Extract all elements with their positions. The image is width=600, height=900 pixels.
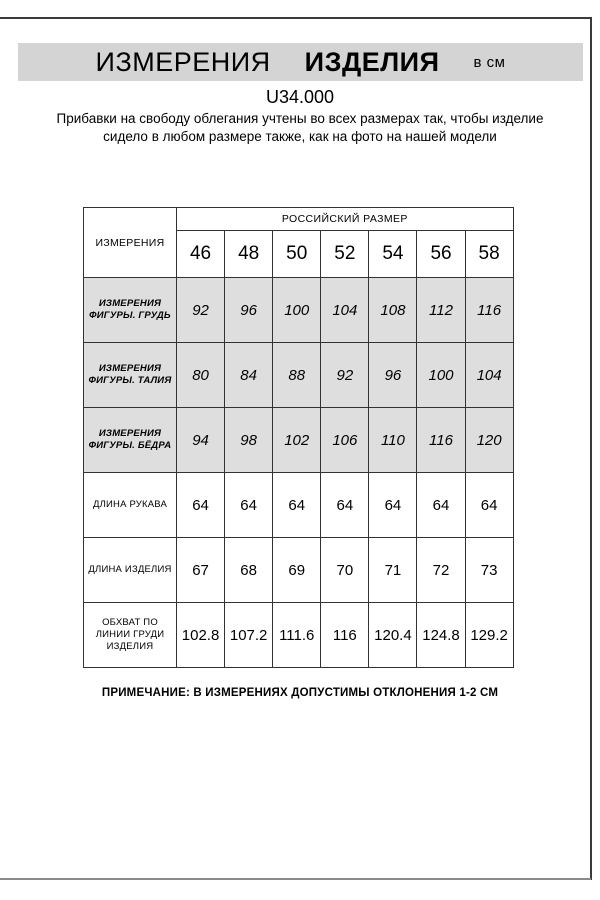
measurement-cell: 100 bbox=[417, 343, 465, 408]
measurement-cell: 124.8 bbox=[417, 603, 465, 668]
measurement-cell: 120.4 bbox=[369, 603, 417, 668]
table-header-group-row bbox=[84, 208, 514, 231]
banner-unit-label: в см bbox=[473, 53, 506, 71]
size-table-wrapper bbox=[83, 207, 513, 668]
row-label-cell bbox=[84, 538, 177, 603]
measurement-cell: 64 bbox=[273, 473, 321, 538]
table-row bbox=[84, 603, 514, 668]
measurement-cell: 102 bbox=[273, 408, 321, 473]
row-label-line1: ИЗМЕРЕНИЯ bbox=[98, 363, 162, 374]
measurement-cell: 111.6 bbox=[273, 603, 321, 668]
measurement-cell: 64 bbox=[321, 473, 369, 538]
measurement-cell: 64 bbox=[177, 473, 225, 538]
row-label-line1: ИЗМЕРЕНИЯ bbox=[98, 298, 162, 309]
row-label-cell bbox=[84, 473, 177, 538]
measurement-cell: 71 bbox=[369, 538, 417, 603]
measurement-cell: 73 bbox=[465, 538, 513, 603]
table-row bbox=[84, 473, 514, 538]
measurement-cell: 64 bbox=[465, 473, 513, 538]
measurement-cell: 64 bbox=[417, 473, 465, 538]
row-label-line2: ФИГУРЫ. ГРУДЬ bbox=[89, 310, 171, 321]
measurement-cell: 64 bbox=[369, 473, 417, 538]
row-label-line1: ДЛИНА ИЗДЕЛИЯ bbox=[88, 564, 172, 575]
measurement-cell: 116 bbox=[465, 278, 513, 343]
page-bottom-rule bbox=[0, 878, 591, 880]
measurement-cell: 80 bbox=[177, 343, 225, 408]
size-header-cell: 58 bbox=[465, 231, 513, 278]
row-label-line1: ДЛИНА РУКАВА bbox=[92, 499, 168, 510]
table-row bbox=[84, 343, 514, 408]
row-label-cell bbox=[84, 603, 177, 668]
measurement-cell: 94 bbox=[177, 408, 225, 473]
measurement-cell: 102.8 bbox=[177, 603, 225, 668]
row-label-cell bbox=[84, 343, 177, 408]
row-label-line2: ФИГУРЫ. БЁДРА bbox=[88, 440, 172, 451]
page-top-rule bbox=[0, 17, 591, 19]
banner-title-product: ИЗДЕЛИЯ bbox=[304, 46, 440, 77]
size-header-cell: 48 bbox=[225, 231, 273, 278]
measurement-cell: 68 bbox=[225, 538, 273, 603]
table-corner-label: ИЗМЕРЕНИЯ bbox=[84, 208, 177, 278]
measurement-cell: 116 bbox=[321, 603, 369, 668]
page-right-rule bbox=[590, 17, 592, 880]
measurement-cell: 88 bbox=[273, 343, 321, 408]
measurement-cell: 92 bbox=[321, 343, 369, 408]
table-group-header: РОССИЙСКИЙ РАЗМЕР bbox=[177, 208, 514, 231]
table-row bbox=[84, 408, 514, 473]
size-table bbox=[83, 207, 514, 668]
size-header-cell: 52 bbox=[321, 231, 369, 278]
measurement-cell: 98 bbox=[225, 408, 273, 473]
product-code: U34.000 bbox=[265, 87, 335, 107]
measurement-cell: 120 bbox=[465, 408, 513, 473]
measurement-cell: 69 bbox=[273, 538, 321, 603]
size-header-cell: 46 bbox=[177, 231, 225, 278]
row-label-line2: ИЗДЕЛИЯ bbox=[106, 641, 154, 652]
intro-description: Прибавки на свободу облегания учтены во всех размерах так, чтобы изделие сидело в любом размере также, как на фото на нашей модели bbox=[56, 111, 544, 144]
banner-title-measurements: ИЗМЕРЕНИЯ bbox=[95, 46, 271, 77]
measurement-cell: 104 bbox=[465, 343, 513, 408]
intro-block bbox=[40, 86, 560, 146]
measurement-cell: 110 bbox=[369, 408, 417, 473]
table-row bbox=[84, 538, 514, 603]
measurement-cell: 70 bbox=[321, 538, 369, 603]
size-header-cell: 54 bbox=[369, 231, 417, 278]
measurement-cell: 72 bbox=[417, 538, 465, 603]
measurement-cell: 104 bbox=[321, 278, 369, 343]
row-label-line1: ОБХВАТ ПО ЛИНИИ ГРУДИ bbox=[95, 617, 165, 640]
title-banner bbox=[18, 43, 583, 81]
measurement-cell: 129.2 bbox=[465, 603, 513, 668]
row-label-line2: ФИГУРЫ. ТАЛИЯ bbox=[88, 375, 172, 386]
measurement-cell: 100 bbox=[273, 278, 321, 343]
measurement-cell: 107.2 bbox=[225, 603, 273, 668]
measurement-cell: 112 bbox=[417, 278, 465, 343]
measurement-cell: 67 bbox=[177, 538, 225, 603]
measurement-cell: 108 bbox=[369, 278, 417, 343]
row-label-cell bbox=[84, 408, 177, 473]
measurement-cell: 106 bbox=[321, 408, 369, 473]
measurement-cell: 84 bbox=[225, 343, 273, 408]
size-header-cell: 56 bbox=[417, 231, 465, 278]
measurement-cell: 96 bbox=[225, 278, 273, 343]
row-label-line1: ИЗМЕРЕНИЯ bbox=[98, 428, 162, 439]
row-label-cell bbox=[84, 278, 177, 343]
measurement-cell: 92 bbox=[177, 278, 225, 343]
table-row bbox=[84, 278, 514, 343]
footnote-text: ПРИМЕЧАНИЕ: В ИЗМЕРЕНИЯХ ДОПУСТИМЫ ОТКЛОНЕНИЯ 1-2 СМ bbox=[101, 687, 499, 699]
measurement-cell: 96 bbox=[369, 343, 417, 408]
size-header-cell: 50 bbox=[273, 231, 321, 278]
measurement-cell: 116 bbox=[417, 408, 465, 473]
measurement-cell: 64 bbox=[225, 473, 273, 538]
